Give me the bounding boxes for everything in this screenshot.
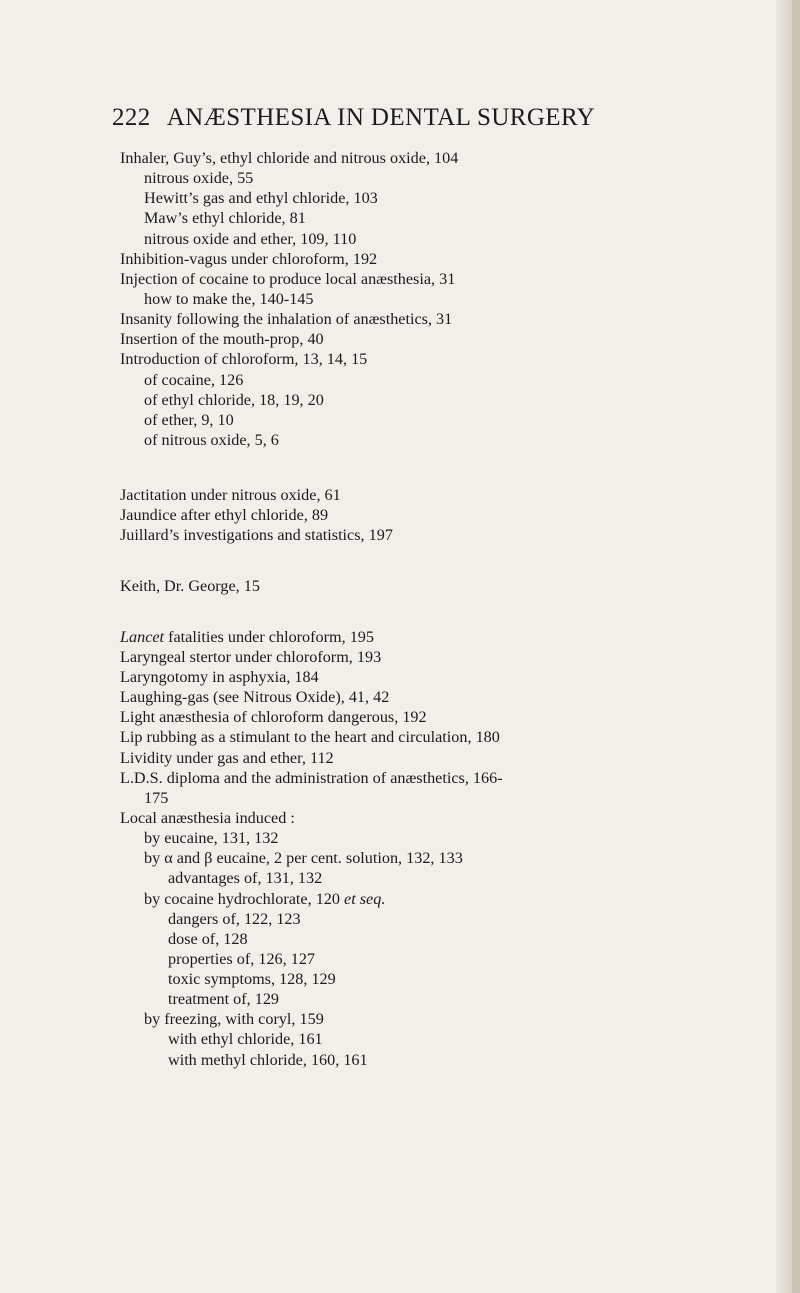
entry-text: fatalities under chloroform, 195 <box>164 627 374 646</box>
entry-text: by cocaine hydrochlorate, 120 <box>144 889 345 908</box>
entry-text: by freezing, with coryl, 159 <box>144 1010 324 1029</box>
entry-text: how to make the, 140-145 <box>144 289 314 308</box>
index-subentry <box>120 410 700 430</box>
index-entry <box>120 505 700 525</box>
index-subentry <box>120 989 700 1009</box>
letter-group-gap <box>120 450 700 485</box>
index-entry <box>120 627 700 647</box>
index-entry <box>120 485 700 505</box>
index-subentry <box>120 969 700 989</box>
entry-text: with methyl chloride, 160, 161 <box>168 1050 368 1069</box>
entry-text: Keith, Dr. George, 15 <box>120 576 260 595</box>
entry-italic-trail: et seq. <box>344 889 386 908</box>
index-subentry <box>120 390 700 410</box>
entry-text: Laryngotomy in asphyxia, 184 <box>120 667 319 686</box>
index-entry <box>120 687 700 707</box>
entry-text: with ethyl chloride, 161 <box>168 1030 323 1049</box>
entry-text: by eucaine, 131, 132 <box>144 829 279 848</box>
index-subentry <box>120 430 700 450</box>
index-list <box>120 148 700 1070</box>
entry-text: properties of, 126, 127 <box>168 949 316 968</box>
entry-text: by α and β eucaine, 2 per cent. solution, 132, 133 <box>144 849 463 868</box>
index-subentry <box>120 188 700 208</box>
index-subentry <box>120 168 700 188</box>
index-subentry <box>120 1050 700 1070</box>
index-subentry <box>120 909 700 929</box>
index-entry <box>120 269 700 289</box>
letter-group <box>120 148 700 450</box>
index-subentry <box>120 1029 700 1049</box>
entry-text: dangers of, 122, 123 <box>168 909 301 928</box>
entry-text: of ethyl chloride, 18, 19, 20 <box>144 390 324 409</box>
entry-text: Jaundice after ethyl chloride, 89 <box>120 506 329 525</box>
index-entry <box>120 148 700 168</box>
page-edge <box>776 0 800 1293</box>
index-entry <box>120 349 700 369</box>
entry-text: Insertion of the mouth-prop, 40 <box>120 330 324 349</box>
index-subentry <box>120 208 700 228</box>
entry-text: of cocaine, 126 <box>144 370 244 389</box>
index-subentry <box>120 289 700 309</box>
entry-text: nitrous oxide and ether, 109, 110 <box>144 229 357 248</box>
index-entry <box>120 768 700 788</box>
entry-text: Maw’s ethyl chloride, 81 <box>144 209 306 228</box>
running-title: ANÆSTHESIA IN DENTAL SURGERY <box>166 104 596 131</box>
index-entry <box>120 576 700 596</box>
entry-text: Jactitation under nitrous oxide, 61 <box>120 486 341 505</box>
index-subentry <box>120 1009 700 1029</box>
entry-text: Laryngeal stertor under chloroform, 193 <box>120 647 382 666</box>
letter-group <box>120 627 700 1070</box>
letter-group-gap <box>120 596 700 627</box>
entry-text: Injection of cocaine to produce local anæsthesia, 31 <box>120 269 456 288</box>
entry-text: Lividity under gas and ether, 112 <box>120 748 334 767</box>
index-subentry <box>120 370 700 390</box>
index-entry <box>120 707 700 727</box>
entry-text: Inhibition-vagus under chloroform, 192 <box>120 249 378 268</box>
entry-text: Juillard’s investigations and statistics, 197 <box>120 526 393 545</box>
index-entry <box>120 329 700 349</box>
page-header <box>112 104 722 132</box>
entry-text: Hewitt’s gas and ethyl chloride, 103 <box>144 189 378 208</box>
index-entry <box>120 727 700 747</box>
index-subentry <box>120 868 700 888</box>
index-subentry <box>120 848 700 868</box>
entry-text: L.D.S. diploma and the administration of anæsthetics, 166- <box>120 768 503 787</box>
entry-text: of ether, 9, 10 <box>144 410 234 429</box>
entry-text: Laughing-gas (see Nitrous Oxide), 41, 42 <box>120 688 390 707</box>
index-subentry <box>120 889 700 909</box>
index-subentry <box>120 788 700 808</box>
letter-group <box>120 485 700 545</box>
index-entry <box>120 647 700 667</box>
page-number: 222 <box>112 104 151 131</box>
index-subentry <box>120 229 700 249</box>
entry-text: dose of, 128 <box>168 929 248 948</box>
entry-italic-lead: Lancet <box>120 627 165 646</box>
letter-group <box>120 576 700 596</box>
entry-text: treatment of, 129 <box>168 990 280 1009</box>
index-entry <box>120 667 700 687</box>
index-entry <box>120 748 700 768</box>
entry-text: Lip rubbing as a stimulant to the heart and circulation, 180 <box>120 728 500 747</box>
entry-text: of nitrous oxide, 5, 6 <box>144 430 279 449</box>
entry-text: nitrous oxide, 55 <box>144 169 254 188</box>
entry-text: Local anæsthesia induced : <box>120 808 295 827</box>
index-entry <box>120 525 700 545</box>
index-subentry <box>120 929 700 949</box>
index-subentry <box>120 949 700 969</box>
entry-text: Light anæsthesia of chloroform dangerous, 192 <box>120 708 427 727</box>
letter-group-gap <box>120 546 700 576</box>
entry-text: Introduction of chloroform, 13, 14, 15 <box>120 350 368 369</box>
entry-text: Inhaler, Guy’s, ethyl chloride and nitrous oxide, 104 <box>120 149 459 167</box>
index-entry <box>120 249 700 269</box>
index-entry <box>120 309 700 329</box>
index-entry <box>120 808 700 828</box>
index-subentry <box>120 828 700 848</box>
entry-text: Insanity following the inhalation of anæsthetics, 31 <box>120 310 453 329</box>
entry-text: toxic symptoms, 128, 129 <box>168 970 336 989</box>
entry-text: advantages of, 131, 132 <box>168 869 323 888</box>
entry-text: 175 <box>144 788 169 807</box>
